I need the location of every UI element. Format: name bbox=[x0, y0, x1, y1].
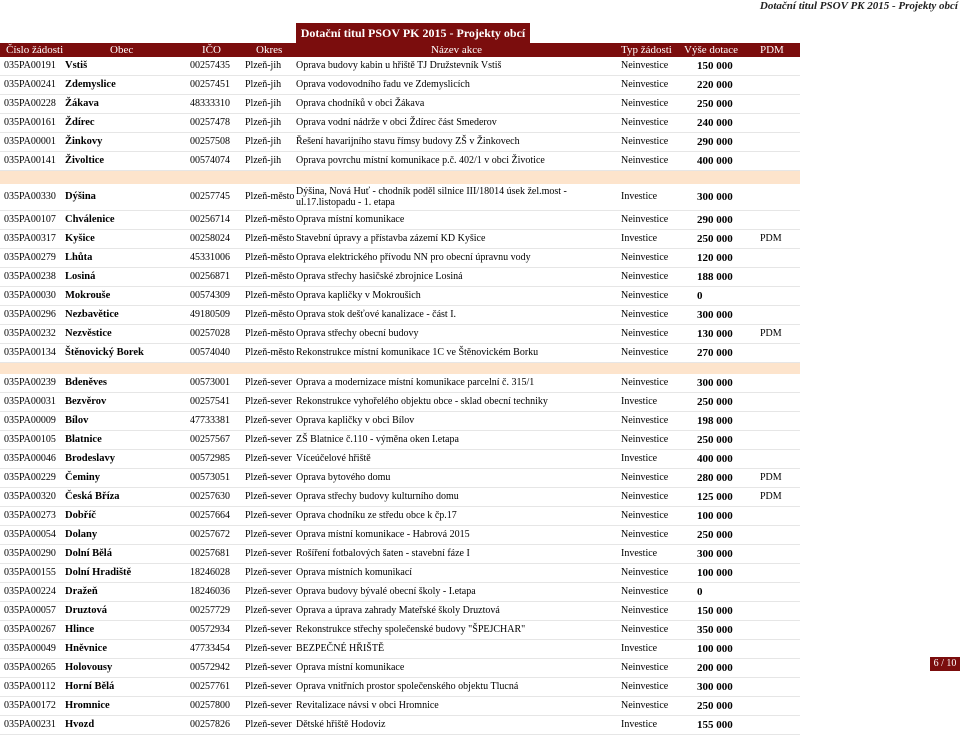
district: Plzeň-jih bbox=[245, 155, 282, 166]
ico-number: 00256871 bbox=[190, 271, 230, 282]
grant-amount: 155 000 bbox=[697, 719, 733, 731]
grant-amount: 300 000 bbox=[697, 548, 733, 560]
request-type: Neinvestice bbox=[621, 415, 669, 426]
table-row bbox=[0, 287, 800, 306]
request-type: Neinvestice bbox=[621, 624, 669, 635]
request-id: 035PA00134 bbox=[4, 347, 56, 358]
request-id: 035PA00330 bbox=[4, 191, 56, 202]
grant-amount: 300 000 bbox=[697, 309, 733, 321]
project-name: ZŠ Blatnice č.110 - výměna oken I.etapa bbox=[296, 434, 459, 445]
municipality-name: Brodeslavy bbox=[65, 453, 115, 464]
request-id: 035PA00241 bbox=[4, 79, 56, 90]
district: Plzeň-město bbox=[245, 233, 295, 244]
district: Plzeň-sever bbox=[245, 377, 292, 388]
project-name: Oprava vodovodního řadu ve Zdemyslicích bbox=[296, 79, 470, 90]
document-header-title: Dotační titul PSOV PK 2015 - Projekty obcí bbox=[759, 0, 958, 12]
request-id: 035PA00049 bbox=[4, 643, 56, 654]
district: Plzeň-sever bbox=[245, 472, 292, 483]
section-separator bbox=[0, 171, 800, 184]
ico-number: 00574074 bbox=[190, 155, 230, 166]
project-name: Rošíření fotbalových šaten - stavební fáze I bbox=[296, 548, 470, 559]
grant-amount: 200 000 bbox=[697, 662, 733, 674]
table-row bbox=[0, 114, 800, 133]
request-id: 035PA00030 bbox=[4, 290, 56, 301]
request-id: 035PA00229 bbox=[4, 472, 56, 483]
ico-number: 00257761 bbox=[190, 681, 230, 692]
request-type: Neinvestice bbox=[621, 271, 669, 282]
request-id: 035PA00141 bbox=[4, 155, 56, 166]
municipality-name: Zdemyslice bbox=[65, 79, 116, 90]
municipality-name: Holovousy bbox=[65, 662, 113, 673]
municipality-name: Losiná bbox=[65, 271, 96, 282]
pdm-flag: PDM bbox=[760, 328, 782, 339]
district: Plzeň-sever bbox=[245, 700, 292, 711]
district: Plzeň-sever bbox=[245, 453, 292, 464]
request-id: 035PA00191 bbox=[4, 60, 56, 71]
project-name: Oprava budovy kabin u hřiště TJ Družstevník Vstiš bbox=[296, 60, 502, 71]
request-type: Neinvestice bbox=[621, 117, 669, 128]
request-type: Neinvestice bbox=[621, 309, 669, 320]
grant-amount: 0 bbox=[697, 290, 703, 302]
request-type: Neinvestice bbox=[621, 681, 669, 692]
district: Plzeň-sever bbox=[245, 586, 292, 597]
request-id: 035PA00273 bbox=[4, 510, 56, 521]
project-name: BEZPEČNÉ HŘIŠTĚ bbox=[296, 643, 385, 654]
grant-amount: 400 000 bbox=[697, 453, 733, 465]
grant-amount: 290 000 bbox=[697, 214, 733, 226]
grant-amount: 100 000 bbox=[697, 510, 733, 522]
project-name: Oprava místní komunikace - Habrová 2015 bbox=[296, 529, 470, 540]
ico-number: 45331006 bbox=[190, 252, 230, 263]
ico-number: 00257672 bbox=[190, 529, 230, 540]
project-name: Oprava chodníku ze středu obce k čp.17 bbox=[296, 510, 457, 521]
request-id: 035PA00105 bbox=[4, 434, 56, 445]
table-row bbox=[0, 211, 800, 230]
table-row bbox=[0, 659, 800, 678]
request-id: 035PA00057 bbox=[4, 605, 56, 616]
table-row bbox=[0, 564, 800, 583]
municipality-name: Horní Bělá bbox=[65, 681, 115, 692]
table-row bbox=[0, 374, 800, 393]
column-header: Okres bbox=[256, 44, 283, 56]
project-name: Oprava a úprava zahrady Mateřské školy Druztová bbox=[296, 605, 500, 616]
request-type: Neinvestice bbox=[621, 214, 669, 225]
data-table bbox=[0, 57, 800, 735]
table-row bbox=[0, 344, 800, 363]
grant-amount: 198 000 bbox=[697, 415, 733, 427]
pdm-flag: PDM bbox=[760, 491, 782, 502]
grant-amount: 250 000 bbox=[697, 396, 733, 408]
table-row bbox=[0, 184, 800, 211]
municipality-name: Blatnice bbox=[65, 434, 102, 445]
grant-amount: 300 000 bbox=[697, 191, 733, 203]
district: Plzeň-sever bbox=[245, 491, 292, 502]
ico-number: 00572942 bbox=[190, 662, 230, 673]
grant-amount: 220 000 bbox=[697, 79, 733, 91]
grant-amount: 188 000 bbox=[697, 271, 733, 283]
request-type: Neinvestice bbox=[621, 347, 669, 358]
request-id: 035PA00001 bbox=[4, 136, 56, 147]
district: Plzeň-město bbox=[245, 214, 295, 225]
project-name: Oprava bytového domu bbox=[296, 472, 391, 483]
municipality-name: Žákava bbox=[65, 98, 99, 109]
district: Plzeň-sever bbox=[245, 605, 292, 616]
project-name: Oprava kapličky v Mokroušich bbox=[296, 290, 421, 301]
request-id: 035PA00296 bbox=[4, 309, 56, 320]
request-type: Neinvestice bbox=[621, 252, 669, 263]
municipality-name: Dražeň bbox=[65, 586, 98, 597]
ico-number: 00257729 bbox=[190, 605, 230, 616]
column-header: Název akce bbox=[431, 44, 482, 56]
ico-number: 00572985 bbox=[190, 453, 230, 464]
grant-amount: 125 000 bbox=[697, 491, 733, 503]
municipality-name: Žinkovy bbox=[65, 136, 103, 147]
district: Plzeň-jih bbox=[245, 98, 282, 109]
ico-number: 18246036 bbox=[190, 586, 230, 597]
pdm-flag: PDM bbox=[760, 472, 782, 483]
municipality-name: Bezvěrov bbox=[65, 396, 107, 407]
table-row bbox=[0, 697, 800, 716]
request-type: Neinvestice bbox=[621, 529, 669, 540]
request-type: Neinvestice bbox=[621, 136, 669, 147]
grant-amount: 250 000 bbox=[697, 233, 733, 245]
table-row bbox=[0, 450, 800, 469]
project-name: Oprava místní komunikace bbox=[296, 214, 405, 225]
column-header: IČO bbox=[202, 44, 221, 56]
request-type: Neinvestice bbox=[621, 700, 669, 711]
project-name: Rekonstrukce místní komunikace 1C ve Štěnovickém Borku bbox=[296, 347, 539, 358]
municipality-name: Dolní Bělá bbox=[65, 548, 112, 559]
district: Plzeň-město bbox=[245, 290, 295, 301]
request-id: 035PA00009 bbox=[4, 415, 56, 426]
request-type: Neinvestice bbox=[621, 662, 669, 673]
ico-number: 00257826 bbox=[190, 719, 230, 730]
district: Plzeň-sever bbox=[245, 719, 292, 730]
table-row bbox=[0, 678, 800, 697]
ico-number: 48333310 bbox=[190, 98, 230, 109]
project-name: Rekonstrukce vyhořelého objektu obce - sklad obecní techniky bbox=[296, 396, 548, 407]
page-number: 6 / 10 bbox=[930, 657, 960, 671]
grant-amount: 250 000 bbox=[697, 700, 733, 712]
grant-amount: 150 000 bbox=[697, 605, 733, 617]
grant-amount: 280 000 bbox=[697, 472, 733, 484]
ico-number: 00574040 bbox=[190, 347, 230, 358]
ico-number: 00257451 bbox=[190, 79, 230, 90]
request-id: 035PA00228 bbox=[4, 98, 56, 109]
request-id: 035PA00046 bbox=[4, 453, 56, 464]
ico-number: 00257745 bbox=[190, 191, 230, 202]
project-name: Oprava střechy obecní budovy bbox=[296, 328, 419, 339]
grant-amount: 350 000 bbox=[697, 624, 733, 636]
request-type: Investice bbox=[621, 396, 658, 407]
request-id: 035PA00155 bbox=[4, 567, 56, 578]
request-type: Neinvestice bbox=[621, 605, 669, 616]
table-row bbox=[0, 488, 800, 507]
request-type: Investice bbox=[621, 643, 658, 654]
district: Plzeň-město bbox=[245, 309, 295, 320]
municipality-name: Ždírec bbox=[65, 117, 95, 128]
table-row bbox=[0, 325, 800, 344]
project-name: Víceúčelové hřiště bbox=[296, 453, 371, 464]
ico-number: 49180509 bbox=[190, 309, 230, 320]
ico-number: 00257630 bbox=[190, 491, 230, 502]
district: Plzeň-jih bbox=[245, 60, 282, 71]
table-row bbox=[0, 393, 800, 412]
request-type: Neinvestice bbox=[621, 328, 669, 339]
project-name: Oprava elektrického přívodu NN pro obecní úpravnu vody bbox=[296, 252, 531, 263]
request-id: 035PA00267 bbox=[4, 624, 56, 635]
district: Plzeň-sever bbox=[245, 510, 292, 521]
project-name: Dýšina, Nová Huť - chodník poděl silnice III/18014 úsek žel.most - ul.17.listopadu - 1. etapa bbox=[296, 186, 567, 208]
district: Plzeň-sever bbox=[245, 624, 292, 635]
municipality-name: Čeminy bbox=[65, 472, 100, 483]
request-type: Neinvestice bbox=[621, 491, 669, 502]
project-name: Stavební úpravy a přístavba zázemí KD Kyšice bbox=[296, 233, 486, 244]
ico-number: 00257435 bbox=[190, 60, 230, 71]
project-name: Oprava stok dešťové kanalizace - část I. bbox=[296, 309, 457, 320]
table-row bbox=[0, 507, 800, 526]
project-name: Oprava chodníků v obci Žákava bbox=[296, 98, 425, 109]
district: Plzeň-sever bbox=[245, 567, 292, 578]
ico-number: 47733381 bbox=[190, 415, 230, 426]
table-row bbox=[0, 268, 800, 287]
municipality-name: Vstiš bbox=[65, 60, 88, 71]
request-id: 035PA00320 bbox=[4, 491, 56, 502]
grant-amount: 270 000 bbox=[697, 347, 733, 359]
request-type: Neinvestice bbox=[621, 567, 669, 578]
column-header-row bbox=[0, 43, 800, 57]
municipality-name: Hlince bbox=[65, 624, 95, 635]
ico-number: 00572934 bbox=[190, 624, 230, 635]
municipality-name: Bílov bbox=[65, 415, 89, 426]
grant-amount: 250 000 bbox=[697, 529, 733, 541]
ico-number: 00256714 bbox=[190, 214, 230, 225]
table-row bbox=[0, 76, 800, 95]
section-separator bbox=[0, 363, 800, 374]
district: Plzeň-sever bbox=[245, 529, 292, 540]
request-type: Investice bbox=[621, 719, 658, 730]
project-name: Oprava kapličky v obci Bílov bbox=[296, 415, 415, 426]
request-type: Neinvestice bbox=[621, 586, 669, 597]
district: Plzeň-jih bbox=[245, 117, 282, 128]
ico-number: 00257508 bbox=[190, 136, 230, 147]
grant-amount: 130 000 bbox=[697, 328, 733, 340]
column-header: Číslo žádosti bbox=[6, 44, 64, 56]
table-row bbox=[0, 621, 800, 640]
grant-amount: 250 000 bbox=[697, 434, 733, 446]
request-id: 035PA00107 bbox=[4, 214, 56, 225]
column-header: Obec bbox=[110, 44, 134, 56]
table-row bbox=[0, 526, 800, 545]
district: Plzeň-sever bbox=[245, 415, 292, 426]
project-name: Oprava místní komunikace bbox=[296, 662, 405, 673]
ico-number: 00257800 bbox=[190, 700, 230, 711]
grant-amount: 0 bbox=[697, 586, 703, 598]
project-name: Řešení havarijního stavu římsy budovy ZŠ v Žinkovech bbox=[296, 136, 520, 147]
district: Plzeň-město bbox=[245, 271, 295, 282]
table-row bbox=[0, 602, 800, 621]
district: Plzeň-město bbox=[245, 328, 295, 339]
municipality-name: Štěnovický Borek bbox=[65, 347, 144, 358]
municipality-name: Druztová bbox=[65, 605, 107, 616]
request-type: Neinvestice bbox=[621, 98, 669, 109]
request-type: Investice bbox=[621, 233, 658, 244]
request-id: 035PA00239 bbox=[4, 377, 56, 388]
table-row bbox=[0, 57, 800, 76]
request-type: Investice bbox=[621, 453, 658, 464]
grant-amount: 400 000 bbox=[697, 155, 733, 167]
table-row bbox=[0, 230, 800, 249]
table-row bbox=[0, 95, 800, 114]
municipality-name: Bdeněves bbox=[65, 377, 107, 388]
municipality-name: Nezbavětice bbox=[65, 309, 119, 320]
request-type: Neinvestice bbox=[621, 377, 669, 388]
request-type: Neinvestice bbox=[621, 155, 669, 166]
ico-number: 00257541 bbox=[190, 396, 230, 407]
column-header: Výše dotace bbox=[684, 44, 739, 56]
grant-amount: 150 000 bbox=[697, 60, 733, 72]
grant-amount: 120 000 bbox=[697, 252, 733, 264]
request-id: 035PA00238 bbox=[4, 271, 56, 282]
grant-amount: 250 000 bbox=[697, 98, 733, 110]
project-name: Oprava střechy hasičské zbrojnice Losiná bbox=[296, 271, 463, 282]
municipality-name: Kyšice bbox=[65, 233, 95, 244]
district: Plzeň-město bbox=[245, 347, 295, 358]
request-id: 035PA00031 bbox=[4, 396, 56, 407]
pdm-flag: PDM bbox=[760, 233, 782, 244]
ico-number: 00257681 bbox=[190, 548, 230, 559]
project-name: Oprava povrchu místní komunikace p.č. 402/1 v obci Životice bbox=[296, 155, 545, 166]
project-name: Oprava místních komunikací bbox=[296, 567, 413, 578]
project-name: Oprava vnitřních prostor společenského objektu Tlucná bbox=[296, 681, 519, 692]
district: Plzeň-sever bbox=[245, 662, 292, 673]
request-id: 035PA00054 bbox=[4, 529, 56, 540]
project-name: Rekonstrukce střechy společenské budovy "ŠPEJCHAR" bbox=[296, 624, 526, 635]
municipality-name: Hvozd bbox=[65, 719, 95, 730]
district: Plzeň-město bbox=[245, 252, 295, 263]
request-id: 035PA00232 bbox=[4, 328, 56, 339]
municipality-name: Hněvnice bbox=[65, 643, 107, 654]
ico-number: 00573001 bbox=[190, 377, 230, 388]
column-header: PDM bbox=[760, 44, 784, 56]
ico-number: 00257567 bbox=[190, 434, 230, 445]
district: Plzeň-město bbox=[245, 191, 295, 202]
project-name: Oprava budovy bývalé obecní školy - I.etapa bbox=[296, 586, 476, 597]
table-row bbox=[0, 249, 800, 268]
request-id: 035PA00161 bbox=[4, 117, 56, 128]
district: Plzeň-jih bbox=[245, 79, 282, 90]
table-row bbox=[0, 716, 800, 735]
municipality-name: Lhůta bbox=[65, 252, 93, 263]
table-title: Dotační titul PSOV PK 2015 - Projekty obcí bbox=[296, 23, 530, 43]
request-id: 035PA00317 bbox=[4, 233, 56, 244]
request-id: 035PA00172 bbox=[4, 700, 56, 711]
district: Plzeň-sever bbox=[245, 681, 292, 692]
request-id: 035PA00231 bbox=[4, 719, 56, 730]
project-name: Revitalizace návsi v obci Hromnice bbox=[296, 700, 439, 711]
table-row bbox=[0, 152, 800, 171]
municipality-name: Živoltice bbox=[65, 155, 105, 166]
municipality-name: Mokrouše bbox=[65, 290, 111, 301]
table-row bbox=[0, 640, 800, 659]
ico-number: 00258024 bbox=[190, 233, 230, 244]
table-row bbox=[0, 431, 800, 450]
table-row bbox=[0, 583, 800, 602]
municipality-name: Hromnice bbox=[65, 700, 110, 711]
grant-amount: 100 000 bbox=[697, 567, 733, 579]
project-name: Oprava vodní nádrže v obci Ždírec část Smederov bbox=[296, 117, 497, 128]
request-id: 035PA00112 bbox=[4, 681, 56, 692]
request-type: Neinvestice bbox=[621, 290, 669, 301]
request-id: 035PA00224 bbox=[4, 586, 56, 597]
municipality-name: Dolní Hradiště bbox=[65, 567, 132, 578]
project-name: Oprava střechy budovy kulturního domu bbox=[296, 491, 459, 502]
district: Plzeň-sever bbox=[245, 396, 292, 407]
project-name: Oprava a modernizace místní komunikace parcelní č. 315/1 bbox=[296, 377, 535, 388]
request-id: 035PA00290 bbox=[4, 548, 56, 559]
ico-number: 00573051 bbox=[190, 472, 230, 483]
grant-amount: 300 000 bbox=[697, 681, 733, 693]
municipality-name: Dýšina bbox=[65, 191, 96, 202]
ico-number: 00257664 bbox=[190, 510, 230, 521]
district: Plzeň-sever bbox=[245, 643, 292, 654]
ico-number: 00574309 bbox=[190, 290, 230, 301]
district: Plzeň-jih bbox=[245, 136, 282, 147]
column-header: Typ žádosti bbox=[621, 44, 672, 56]
municipality-name: Česká Bříza bbox=[65, 491, 120, 502]
ico-number: 00257478 bbox=[190, 117, 230, 128]
district: Plzeň-sever bbox=[245, 548, 292, 559]
ico-number: 00257028 bbox=[190, 328, 230, 339]
request-id: 035PA00265 bbox=[4, 662, 56, 673]
municipality-name: Chválenice bbox=[65, 214, 115, 225]
ico-number: 18246028 bbox=[190, 567, 230, 578]
request-id: 035PA00279 bbox=[4, 252, 56, 263]
table-row bbox=[0, 133, 800, 152]
ico-number: 47733454 bbox=[190, 643, 230, 654]
request-type: Neinvestice bbox=[621, 79, 669, 90]
table-row bbox=[0, 545, 800, 564]
grant-amount: 240 000 bbox=[697, 117, 733, 129]
project-name: Dětské hřiště Hodoviz bbox=[296, 719, 386, 730]
grant-amount: 100 000 bbox=[697, 643, 733, 655]
table-row bbox=[0, 469, 800, 488]
municipality-name: Dolany bbox=[65, 529, 98, 540]
municipality-name: Nezvěstice bbox=[65, 328, 112, 339]
table-row bbox=[0, 412, 800, 431]
district: Plzeň-sever bbox=[245, 434, 292, 445]
request-type: Investice bbox=[621, 548, 658, 559]
request-type: Neinvestice bbox=[621, 472, 669, 483]
municipality-name: Dobříč bbox=[65, 510, 96, 521]
request-type: Neinvestice bbox=[621, 434, 669, 445]
request-type: Neinvestice bbox=[621, 60, 669, 71]
request-type: Investice bbox=[621, 191, 658, 202]
grant-amount: 300 000 bbox=[697, 377, 733, 389]
table-row bbox=[0, 306, 800, 325]
request-type: Neinvestice bbox=[621, 510, 669, 521]
grant-amount: 290 000 bbox=[697, 136, 733, 148]
